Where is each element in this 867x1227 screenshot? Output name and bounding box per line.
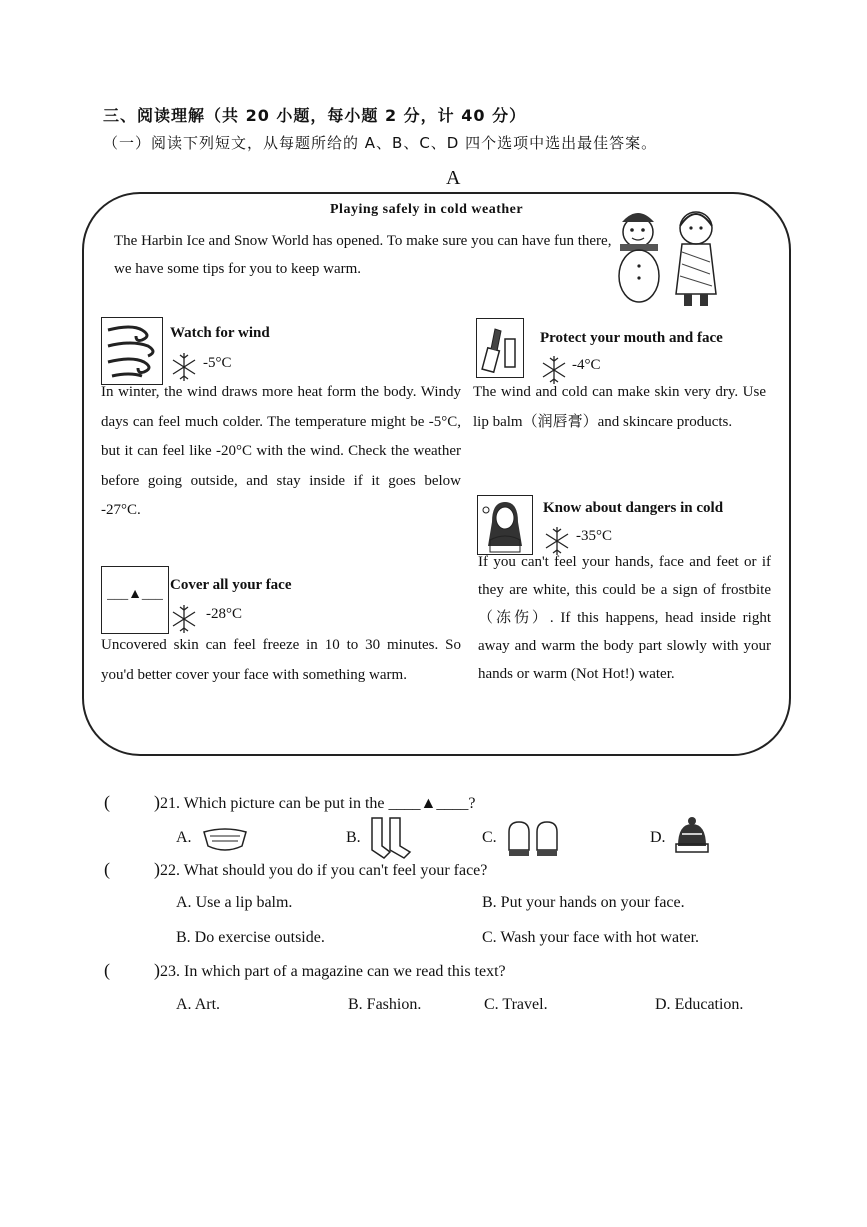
wind-icon-box [101, 317, 163, 385]
child-cold-icon [478, 496, 532, 554]
option-23-b[interactable] [348, 996, 421, 1014]
tip-heading-wind: Watch for wind [170, 325, 270, 341]
tip-body-wind: In winter, the wind draws more heat form the body. Windy days can feel much colder. The temperature might be -5°C, but it can feel like -20°C with the wind. Check the weather before going outside, and stay inside if it goes below -27°C. [101, 384, 461, 518]
passage-title: Playing safely in cold weather [330, 202, 524, 217]
tip-heading-mouth: Protect your mouth and face [540, 330, 723, 346]
answer-paren-open: ( [104, 792, 110, 812]
option-text: Fashion. [366, 996, 422, 1013]
tip-body-dangers: If you can't feel your hands, face and feet or if they are white, this could be a sign of frostbite（冻伤）. If this happens, head inside right away and warm the body part slowly with your hands or warm (Not Hot!) water. [478, 554, 771, 682]
option-21-b-letter[interactable]: B. [346, 829, 361, 846]
answer-paren-close: ) [154, 859, 160, 879]
tip-temp-mouth: -4°C [572, 357, 601, 373]
option-22-c[interactable] [176, 929, 325, 947]
option-21-a-letter[interactable]: A. [176, 829, 192, 846]
answer-paren-open: ( [104, 859, 110, 879]
option-letter: B. [348, 996, 363, 1013]
option-letter: A. [176, 996, 192, 1013]
face-mask-icon[interactable] [202, 824, 248, 852]
question-22-text: 22. What should you do if you can't feel your face? [160, 862, 488, 879]
hat-icon[interactable] [674, 816, 710, 854]
answer-blank-21[interactable] [122, 792, 158, 818]
option-text: Put your hands on your face. [500, 894, 685, 911]
option-text: Do exercise outside. [194, 929, 325, 946]
mittens-icon[interactable] [505, 820, 561, 858]
answer-paren-open: ( [104, 960, 110, 980]
option-letter: C. [484, 996, 499, 1013]
question-21-mark: ? [468, 795, 476, 812]
question-21-text [160, 795, 475, 813]
answer-blank-23[interactable] [122, 960, 158, 986]
instructions: （一）阅读下列短文，从每题所给的 A、B、C、D 四个选项中选出最佳答案。 [103, 134, 658, 152]
option-22-a[interactable] [176, 894, 292, 912]
option-21-d-letter[interactable]: D. [650, 829, 666, 846]
option-text: Art. [194, 996, 221, 1013]
option-text: Travel. [502, 996, 548, 1013]
option-letter: C. [482, 929, 497, 946]
placeholder-blank: ___▲___ [107, 587, 163, 602]
option-23-a[interactable] [176, 996, 220, 1014]
tip-temp-face: -28°C [206, 606, 242, 622]
section-title: 三、阅读理解（共 20 小题，每小题 2 分，计 40 分） [103, 106, 527, 125]
option-letter: D. [655, 996, 671, 1013]
socks-icon[interactable] [366, 816, 414, 860]
child-cold-icon-box [477, 495, 533, 555]
option-22-d[interactable] [482, 929, 699, 947]
lip-balm-icon-box [476, 318, 524, 378]
passage-intro: The Harbin Ice and Snow World has opened. To make sure you can have fun there, we have some tips for you to keep warm. [114, 233, 612, 277]
question-23-text: 23. In which part of a magazine can we read this text? [160, 963, 506, 980]
answer-blank-22[interactable] [122, 859, 158, 885]
option-letter: A. [176, 894, 192, 911]
placeholder-icon-box [101, 566, 169, 634]
option-23-c[interactable] [484, 996, 548, 1014]
tip-body-face: Uncovered skin can feel freeze in 10 to 30 minutes. So you'd better cover your face with something warm. [101, 637, 461, 683]
answer-paren-close: ) [154, 960, 160, 980]
option-letter: B. [482, 894, 497, 911]
question-21-blank: ____▲____ [388, 795, 469, 812]
tip-body-mouth: The wind and cold can make skin very dry. Use lip balm（润唇膏）and skincare products. [473, 384, 766, 430]
option-21-c-letter[interactable]: C. [482, 829, 497, 846]
wind-icon [102, 318, 162, 384]
tip-heading-dangers: Know about dangers in cold [543, 500, 724, 516]
tip-temp-wind: -5°C [203, 355, 232, 371]
option-text: Use a lip balm. [195, 894, 293, 911]
snowflake-icon [172, 604, 196, 634]
option-22-b[interactable] [482, 894, 685, 912]
snowman-icon [612, 204, 732, 312]
tip-temp-dangers: -35°C [576, 528, 612, 544]
tip-heading-face: Cover all your face [170, 577, 292, 593]
option-text: Wash your face with hot water. [500, 929, 700, 946]
option-text: Education. [674, 996, 744, 1013]
lip-balm-icon [477, 319, 523, 377]
passage-label: A [446, 167, 461, 189]
option-letter: B. [176, 929, 191, 946]
question-21-stem: 21. Which picture can be put in the [160, 795, 385, 812]
snowman-child-illustration [612, 204, 732, 312]
answer-paren-close: ) [154, 792, 160, 812]
option-23-d[interactable] [655, 996, 743, 1014]
